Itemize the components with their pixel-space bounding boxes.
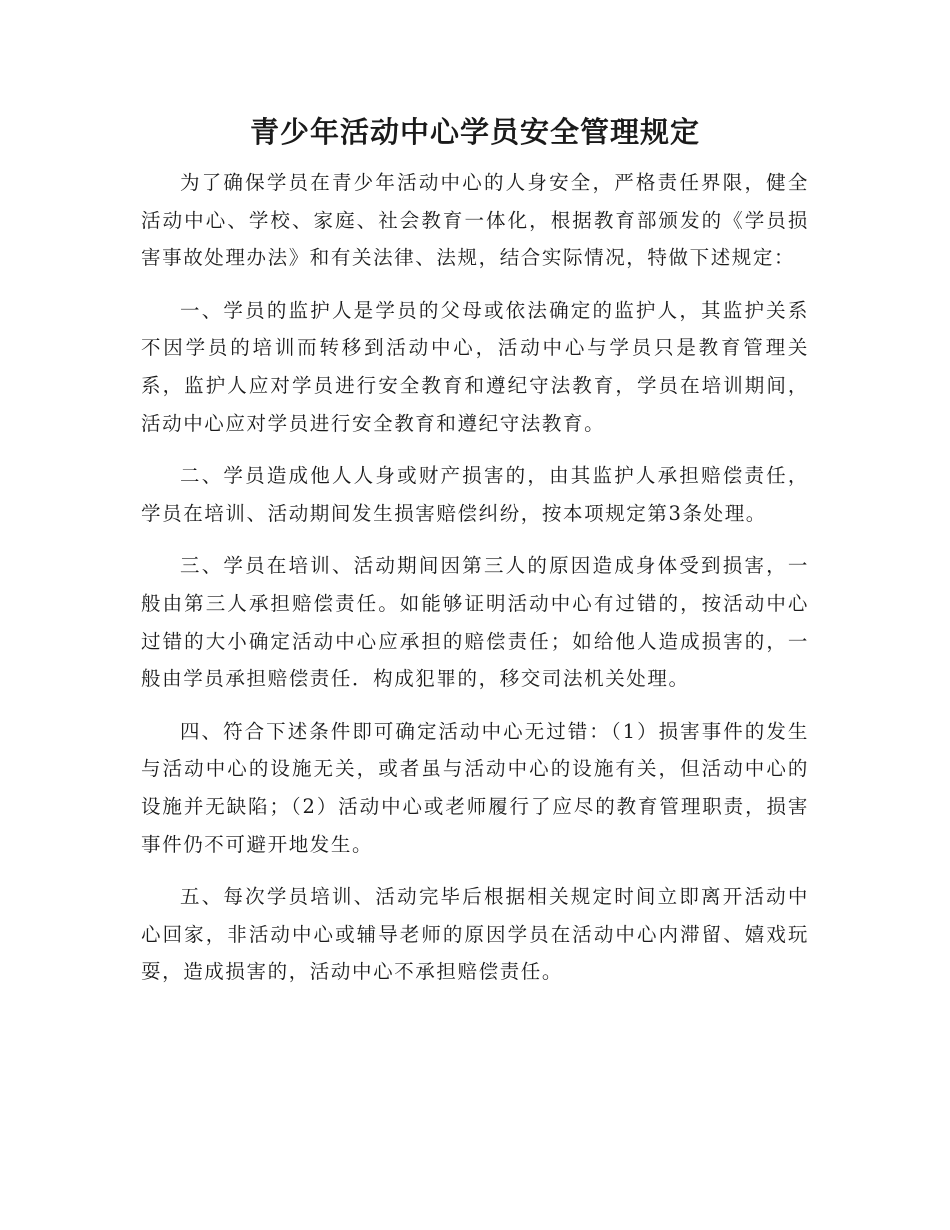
document-title: 青少年活动中心学员安全管理规定 xyxy=(249,115,700,149)
paragraph-article-3: 三、学员在培训、活动期间因第三人的原因造成身体受到损害，一般由第三人承担赔偿责任。如能够证明活动中心有过错的，按活动中心过错的大小确定活动中心应承担的赔偿责任；如给他人造成损害的，一般由学员承担赔偿责任．构成犯罪的，移交司法机关处理。 xyxy=(141,554,809,691)
paragraph-article-4: 四、符合下述条件即可确定活动中心无过错：（1）损害事件的发生与活动中心的设施无关，或者虽与活动中心的设施有关，但活动中心的设施并无缺陷；（2）活动中心或老师履行了应尽的教育管理职责，损害事件仍不可避开地发生。 xyxy=(141,719,809,856)
paragraph-article-5: 五、每次学员培训、活动完毕后根据相关规定时间立即离开活动中心回家，非活动中心或辅导老师的原因学员在活动中心内滞留、嬉戏玩耍，造成损害的，活动中心不承担赔偿责任。 xyxy=(141,885,809,984)
paragraph-intro: 为了确保学员在青少年活动中心的人身安全，严格责任界限，健全活动中心、学校、家庭、社会教育一体化，根据教育部颁发的《学员损害事故处理办法》和有关法律、法规，结合实际情况，特做下述规定： xyxy=(141,171,809,270)
paragraph-article-1: 一、学员的监护人是学员的父母或依法确定的监护人，其监护关系不因学员的培训而转移到活动中心，活动中心与学员只是教育管理关系，监护人应对学员进行安全教育和遵纪守法教育，学员在培训期间，活动中心应对学员进行安全教育和遵纪守法教育。 xyxy=(141,298,809,435)
paragraph-article-2: 二、学员造成他人人身或财产损害的，由其监护人承担赔偿责任，学员在培训、活动期间发生损害赔偿纠纷，按本项规定第3条处理。 xyxy=(141,464,809,525)
document-body xyxy=(141,164,809,991)
